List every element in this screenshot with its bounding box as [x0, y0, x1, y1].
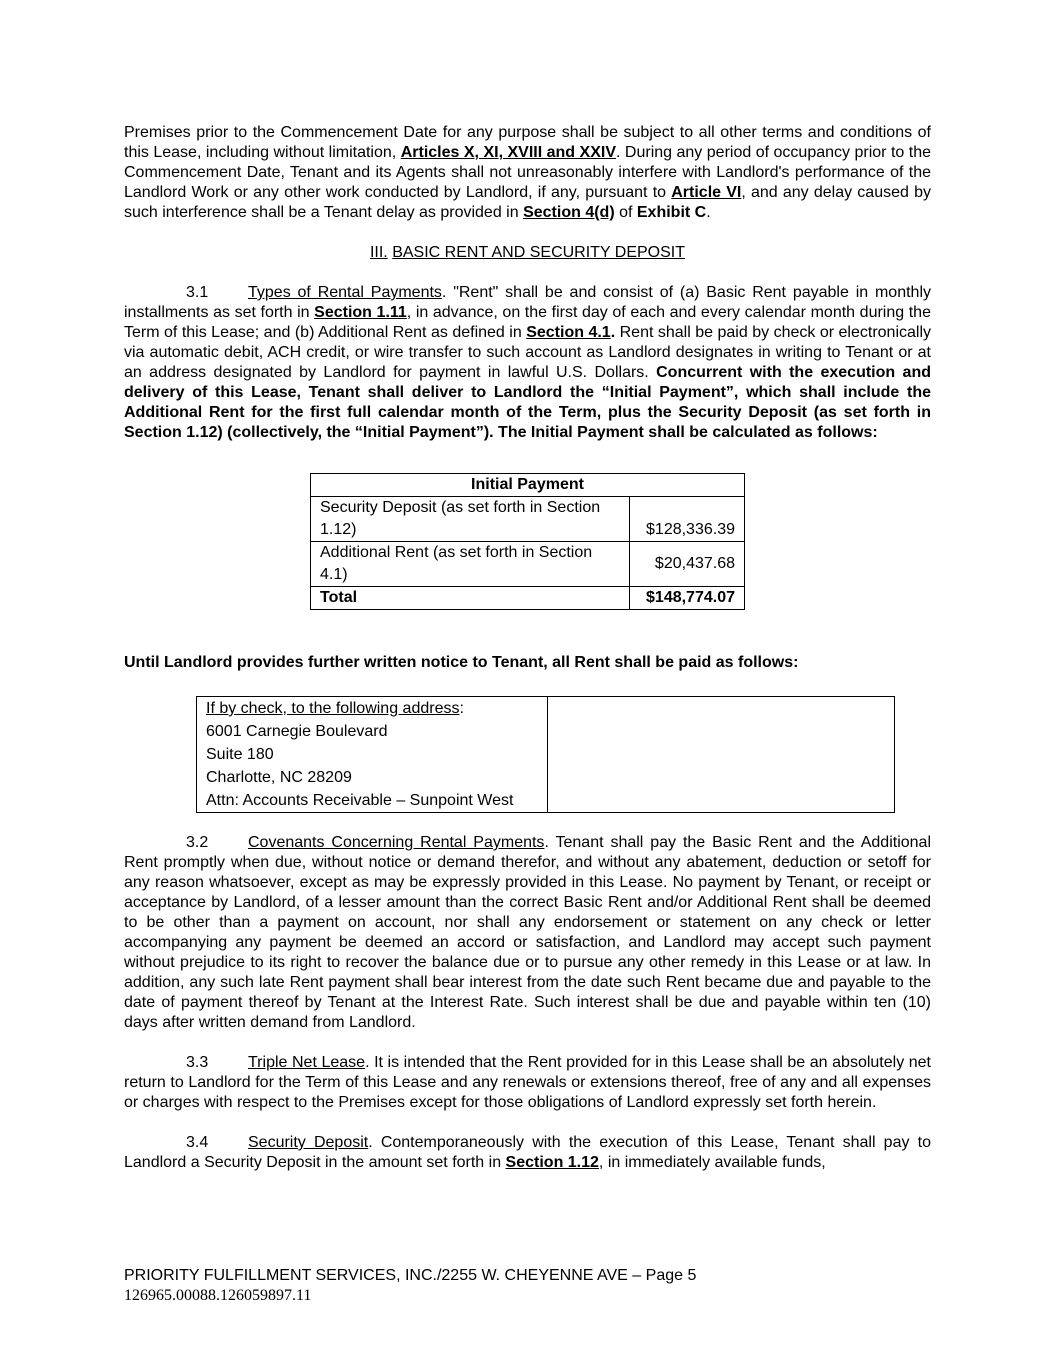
paragraph-text: .	[610, 324, 616, 341]
address-cell	[197, 697, 548, 813]
paragraph-title: Triple Net Lease	[248, 1054, 366, 1071]
row-amount: $128,336.39	[630, 497, 745, 542]
paragraph-text: , in advance, on the first day of each and every calendar month during the Term of this Lease; and (b) Additional Rent as defined in	[124, 304, 931, 341]
footer-document-code: 126965.00088.126059897.11	[124, 1287, 312, 1304]
paragraph-title: Types of Rental Payments	[248, 284, 442, 301]
payment-address-table	[196, 696, 895, 813]
paragraph-text: . Tenant shall pay the Basic Rent and the Additional Rent promptly when due, without notice or demand therefor, and without any abatement, deduction or setoff for any reason whatsoever, except as may be expressly provided in this Lease. No payment by Tenant, or receipt or acceptance by Landlord, of a lesser amount than the correct Basic Rent and/or Additional Rent shall be deemed to be other than a payment on account, nor shall any endorsement or statement on any check or letter accompanying any payment be deemed an accord or satisfaction, and Landlord may accept such payment without prejudice to its right to recover the balance due or to pursue any other remedy in this Lease or at law. In addition, any such late Rent payment shall bear interest from the date such Rent became due and payable to the date of payment thereof by Tenant at the Interest Rate. Such interest shall be due and payable within ten (10) days after written demand from Landlord.	[124, 834, 931, 1031]
table-row	[311, 497, 745, 542]
paragraph-number: 3.2	[186, 834, 209, 851]
initial-payment-clause: Concurrent with the execution and delivery of this Lease, Tenant shall deliver to Landlord the “Initial Payment”, which shall include the Additional Rent for the first full calendar month of the Term, plus the Security Deposit (as set forth in Section 1.12) (collectively, the “Initial Payment”). The Initial Payment shall be calculated as follows:	[124, 364, 931, 441]
address-line: Attn: Accounts Receivable – Sunpoint West	[206, 792, 514, 809]
intro-text: Premises prior to the Commencement Date for any purpose shall be subject to all other terms and conditions of this Lease, including without limitation,	[124, 124, 931, 161]
exhibit-reference: Exhibit C	[636, 204, 707, 221]
paragraph-3-2	[124, 833, 931, 1033]
paragraph-title: Security Deposit	[248, 1134, 369, 1151]
intro-text: . During any period of occupancy prior to the Commencement Date, Tenant and its Agents shall not unreasonably interfere with Landlord's performance of the Landlord Work or any other work conducted by Landlord, if any, pursuant to	[124, 144, 932, 201]
address-line: Suite 180	[206, 746, 274, 763]
address-line: Charlotte, NC 28209	[206, 769, 352, 786]
page-footer	[124, 1266, 696, 1306]
intro-paragraph	[124, 123, 931, 223]
paragraph-title: Covenants Concerning Rental Payments	[248, 834, 545, 851]
footer-title: PRIORITY FULFILLMENT SERVICES, INC./2255 W. CHEYENNE AVE – Page 5	[124, 1267, 697, 1284]
initial-payment-title: Initial Payment	[311, 474, 745, 497]
paragraph-text: . "Rent" shall be and consist of (a) Basic Rent payable in monthly installments as set forth in	[124, 284, 932, 321]
paragraph-number: 3.4	[186, 1134, 209, 1151]
empty-cell	[548, 697, 895, 813]
paragraph-3-3	[124, 1053, 931, 1113]
document-page	[124, 123, 931, 1173]
paragraph-text: . Contemporaneously with the execution of this Lease, Tenant shall pay to Landlord a Security Deposit in the amount set forth in	[124, 1134, 931, 1171]
intro-text: of	[614, 204, 637, 221]
section-1-11-reference: Section 1.11	[314, 304, 407, 321]
payment-instructions-heading: Until Landlord provides further written notice to Tenant, all Rent shall be paid as follows:	[124, 654, 799, 671]
article-vi-reference: Article VI	[671, 184, 742, 201]
address-header: If by check, to the following address	[206, 700, 460, 717]
total-amount: $148,774.07	[630, 587, 745, 610]
paragraph-3-1	[124, 283, 931, 443]
articles-reference: Articles X, XI, XVIII and XXIV	[400, 144, 616, 161]
section-heading	[124, 243, 931, 263]
row-amount: $20,437.68	[630, 542, 745, 587]
address-header-colon: :	[459, 700, 464, 717]
section-heading-number: III.	[369, 244, 388, 261]
section-4d-reference: Section 4(d)	[523, 204, 615, 221]
paragraph-3-4	[124, 1133, 931, 1173]
intro-text: .	[706, 204, 711, 221]
paragraph-text: , in immediately available funds,	[598, 1154, 826, 1171]
paragraph-number: 3.1	[186, 284, 209, 301]
paragraph-number: 3.3	[186, 1054, 209, 1071]
paragraph-text: Rent shall be paid by check or electronically via automatic debit, ACH credit, or wire transfer to such account as Landlord designates in writing to Tenant or at an address designated by Landlord for payment in lawful U.S. Dollars.	[124, 324, 932, 381]
section-1-12-reference: Section 1.12	[505, 1154, 599, 1171]
paragraph-text: . It is intended that the Rent provided for in this Lease shall be an absolutely net return to Landlord for the Term of this Lease and any renewals or extensions thereof, free of any and all expenses or charges with respect to the Premises except for those obligations of Landlord expressly set forth herein.	[124, 1054, 932, 1111]
initial-payment-table	[310, 473, 745, 610]
row-label: Security Deposit (as set forth in Section 1.12)	[311, 497, 630, 542]
address-line: 6001 Carnegie Boulevard	[206, 723, 388, 740]
section-heading-title: BASIC RENT AND SECURITY DEPOSIT	[392, 244, 686, 261]
section-4-1-reference: Section 4.1	[526, 324, 611, 341]
intro-text: , and any delay caused by such interference shall be a Tenant delay as provided in	[124, 184, 931, 221]
table-row	[311, 542, 745, 587]
total-label: Total	[311, 587, 630, 610]
row-label: Additional Rent (as set forth in Section 4.1)	[311, 542, 630, 587]
table-total-row	[311, 587, 745, 610]
